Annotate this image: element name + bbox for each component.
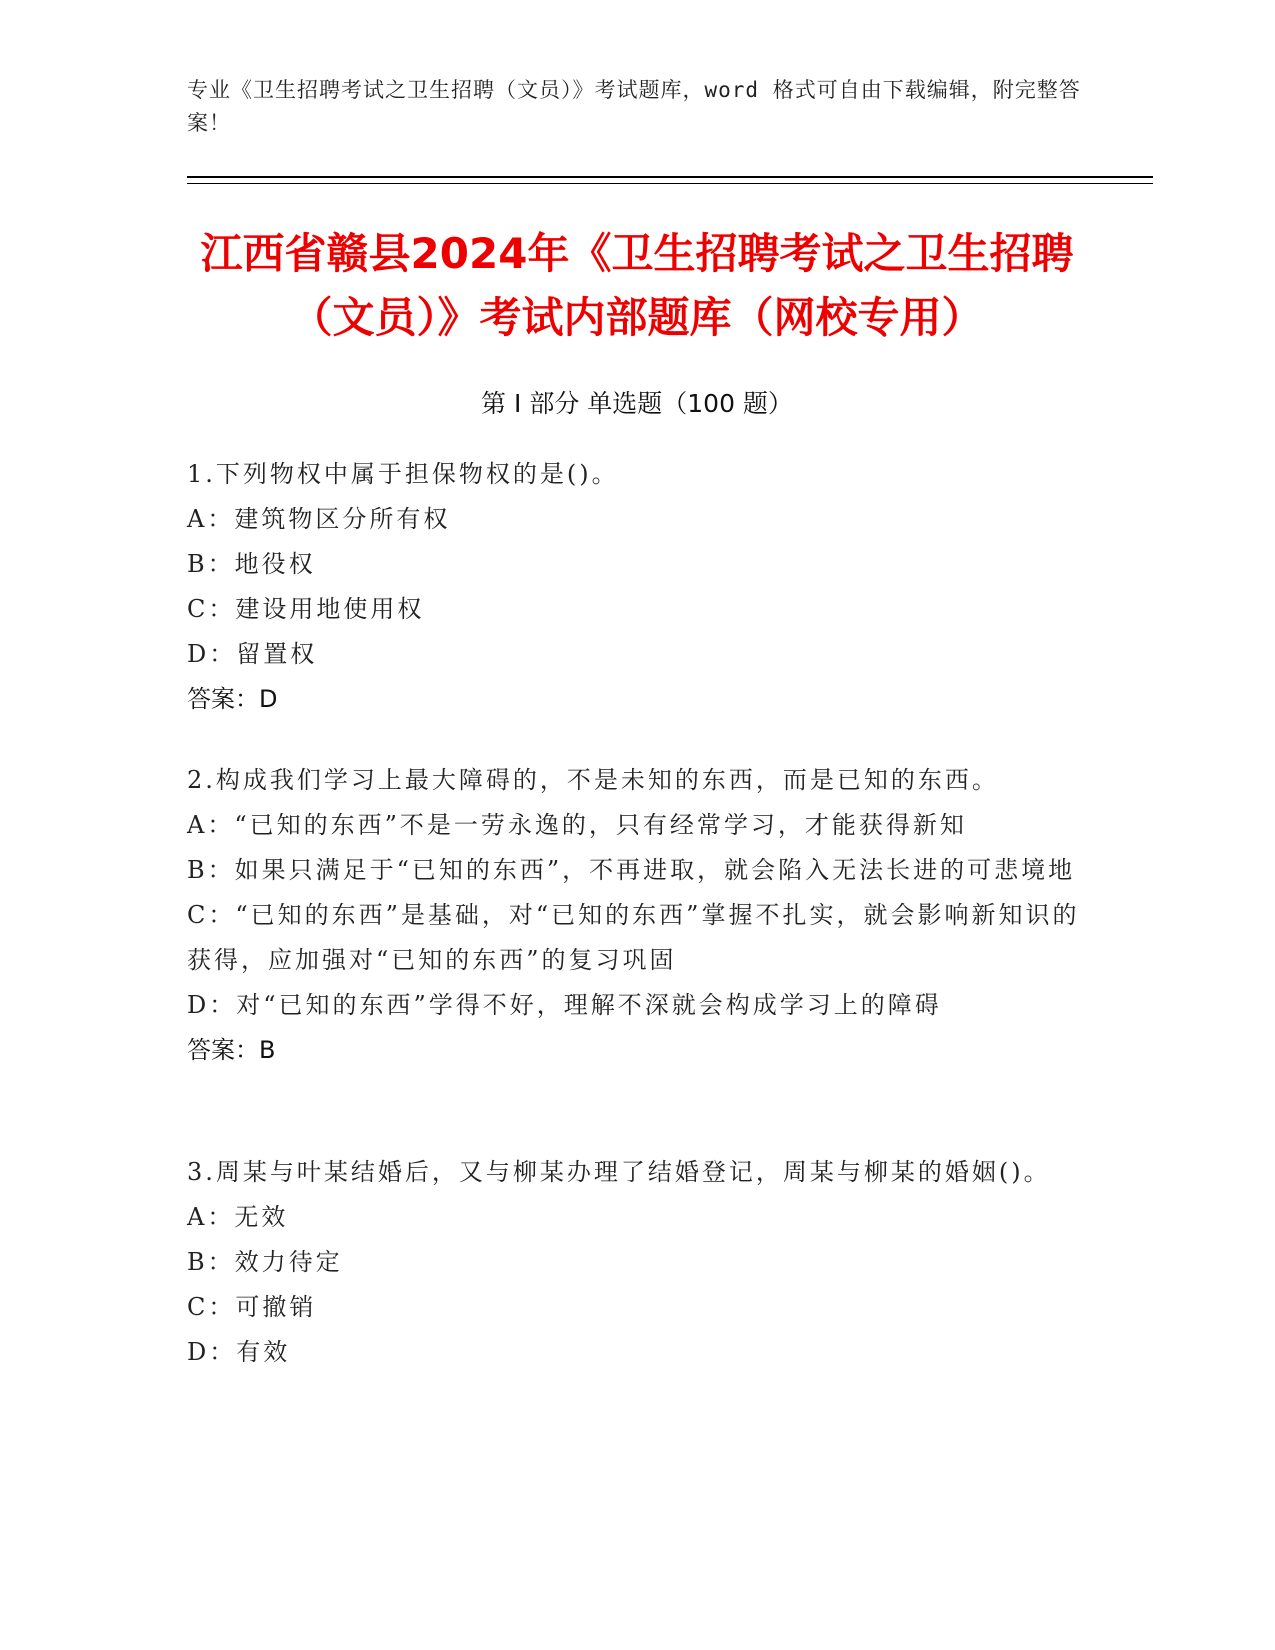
- option-d: D：有效: [187, 1338, 291, 1366]
- document-title: 江西省赣县2024年《卫生招聘考试之卫生招聘（文员）》考试内部题库（网校专用）: [200, 229, 1074, 342]
- question-2: [187, 758, 1087, 1073]
- answer: 答案：D: [187, 685, 278, 713]
- header-note: 专业《卫生招聘考试之卫生招聘（文员）》考试题库，word 格式可自由下载编辑，附完整答案！: [187, 78, 1081, 135]
- option-a: A：“已知的东西”不是一劳永逸的，只有经常学习，才能获得新知: [187, 811, 967, 839]
- option-b: B：效力待定: [187, 1248, 343, 1276]
- answer: 答案：B: [187, 1036, 276, 1064]
- option-c: C：“已知的东西”是基础，对“已知的东西”掌握不扎实，就会影响新知识的获得，应加强对“已知的东西”的复习巩固: [187, 901, 1080, 974]
- option-b: B：地役权: [187, 550, 316, 578]
- header-divider-thin: [187, 183, 1153, 184]
- header-divider-thick: [187, 176, 1153, 178]
- question-stem: 2.构成我们学习上最大障碍的，不是未知的东西，而是已知的东西。: [187, 766, 999, 794]
- option-c: C：可撤销: [187, 1293, 317, 1321]
- option-d: D：留置权: [187, 640, 318, 668]
- option-a: A：建筑物区分所有权: [187, 505, 451, 533]
- question-1: [187, 452, 1087, 722]
- question-3: [187, 1150, 1087, 1375]
- option-b: B：如果只满足于“已知的东西”，不再进取，就会陷入无法长进的可悲境地: [187, 856, 1076, 884]
- question-stem: 3.周某与叶某结婚后，又与柳某办理了结婚登记，周某与柳某的婚姻()。: [187, 1158, 1051, 1186]
- section-title: 第 I 部分 单选题（100 题）: [481, 389, 793, 418]
- question-stem: 1.下列物权中属于担保物权的是()。: [187, 460, 619, 488]
- option-a: A：无效: [187, 1203, 289, 1231]
- option-c: C：建设用地使用权: [187, 595, 425, 623]
- option-d: D：对“已知的东西”学得不好，理解不深就会构成学习上的障碍: [187, 991, 942, 1019]
